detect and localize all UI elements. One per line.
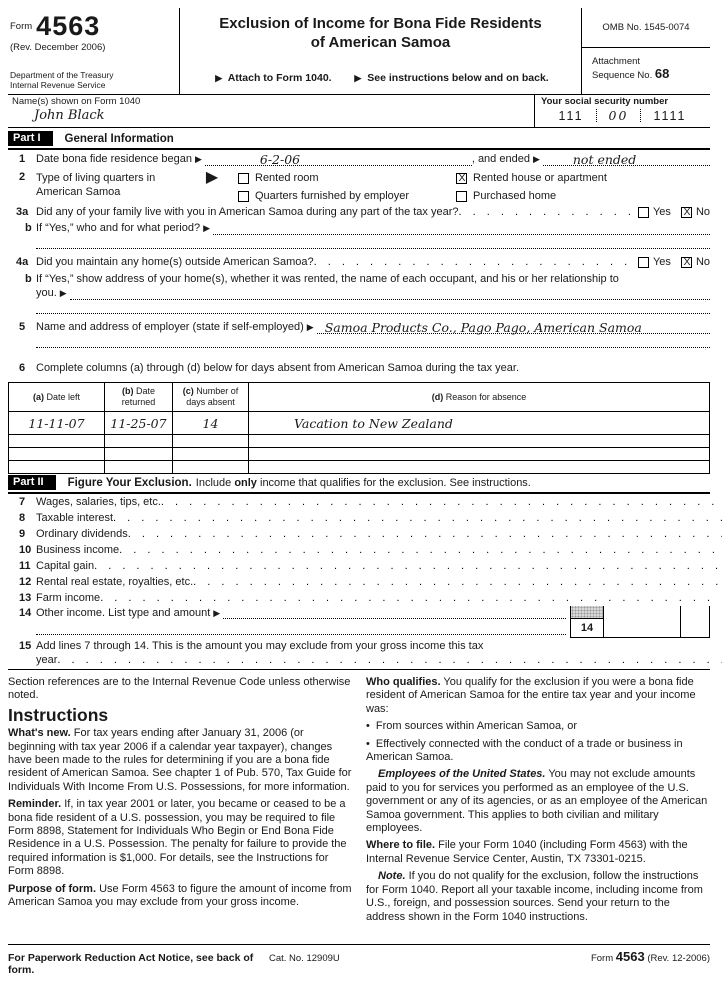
date-returned-cell[interactable] — [105, 448, 173, 461]
option-quarters-employer[interactable] — [238, 190, 456, 203]
date-left-cell[interactable]: 11-11-07 — [9, 412, 105, 435]
no-label: No — [695, 206, 710, 218]
rented-room-label: Rented room — [255, 172, 319, 184]
line8-label: Taxable interest — [36, 512, 114, 524]
form-title-block — [180, 8, 582, 94]
name-value[interactable]: John Black — [34, 108, 105, 123]
residence-began-field[interactable] — [205, 153, 472, 166]
attachment-sequence: Attachment Sequence No. 68 — [592, 56, 670, 81]
dot-leader — [193, 576, 722, 588]
ssn-part-2[interactable]: 00 — [608, 108, 629, 123]
line4b-continuation-field[interactable] — [36, 302, 710, 314]
dot-leader — [314, 256, 634, 269]
line1-number: 1 — [19, 153, 26, 165]
purchased-home-checkbox[interactable] — [456, 191, 467, 202]
shaded-cell — [571, 606, 603, 619]
agency-line-1: Department of the Treasury — [10, 70, 114, 80]
purchased-home-label: Purchased home — [473, 190, 557, 202]
reason-cell[interactable]: Vacation to New Zealand — [249, 412, 710, 435]
dot-leader — [100, 592, 722, 604]
line13-label: Farm income — [36, 592, 101, 604]
part2-title: Figure Your Exclusion. — [67, 476, 192, 489]
dot-leader — [459, 206, 634, 219]
form-revision: (Rev. December 2006) — [10, 42, 106, 53]
identity-row — [8, 95, 710, 128]
line4b-label: If “Yes,” show address of your home(s), whether it was rented, the name of each occupant, and his or her relationship to — [36, 273, 619, 285]
line4a-yesno — [634, 256, 710, 269]
date-returned-cell[interactable]: 11-25-07 — [105, 412, 173, 435]
days-absent-cell[interactable] — [173, 435, 249, 448]
name-field[interactable] — [8, 95, 534, 127]
employer-field[interactable] — [317, 321, 710, 334]
line3b-row — [8, 219, 710, 235]
ssn-value[interactable] — [541, 108, 704, 123]
date-left-cell[interactable] — [9, 448, 105, 461]
line15-row — [8, 638, 710, 669]
employees-paragraph: Employees of the United States. You may not exclude amounts paid to you for services you performed as an employee of the U.S. government or any of its agencies, or as an employee of the American Samoa government. This applies to both civilian and military employees. — [366, 768, 708, 835]
line7-number: 7 — [19, 496, 26, 508]
col-date-left: (a) Date left — [9, 383, 105, 412]
line3a-row — [8, 203, 710, 219]
line3a-yesno — [634, 206, 710, 219]
line4a-label: Did you maintain any home(s) outside American Samoa? — [36, 256, 314, 268]
absence-row-2 — [9, 435, 710, 448]
line14-cents-cell[interactable] — [680, 606, 710, 638]
line2-row — [8, 166, 710, 203]
right-arrow-icon — [354, 72, 361, 84]
line8-row — [8, 510, 710, 526]
omb-number: OMB No. 1545-0074 — [582, 8, 710, 48]
part2-table — [8, 494, 710, 670]
col-date-returned: (b) Date returned — [105, 383, 173, 412]
line4a-number: 4a — [16, 256, 29, 268]
whats-new-paragraph: What's new. For tax years ending after January 31, 2006 (or beginning with tax year 2006 if a calendar year taxpayer), changes have been made to the rules for determining if you are a bona fide resident of American Samoa. See chapter 1 of Pub. 570, Tax Guide for Individuals With Income From U.S. Possessions, for more information. — [8, 727, 352, 793]
line13-number: 13 — [19, 592, 32, 604]
yes-label: Yes — [652, 206, 671, 218]
line3b-continuation-field[interactable] — [36, 237, 710, 249]
living-quarters-options — [238, 171, 710, 203]
other-income-continuation-field[interactable] — [36, 624, 566, 635]
note-paragraph: Note. If you do not qualify for the exclusion, follow the instructions for Form 1040. Report all your taxable income, including income from U.S., foreign, and possession sources. Send your return to the address shown in the Form 1040 instructions. — [366, 870, 703, 923]
line5-number: 5 — [19, 321, 26, 333]
line4a-yes-checkbox[interactable] — [638, 257, 649, 268]
catalog-number: Cat. No. 12909U — [269, 953, 340, 964]
form-title: Exclusion of Income for Bona Fide Residents of American Samoa — [219, 15, 542, 51]
line6-label: Complete columns (a) through (d) below for days absent from American Samoa during the tax year. — [36, 362, 520, 374]
residence-ended-field[interactable] — [543, 153, 710, 166]
line3a-no-checkbox[interactable] — [681, 207, 692, 218]
line15-label: Add lines 7 through 14. This is the amount you may exclude from your gross income this tax year . . . — [36, 640, 722, 669]
line5-label: Name and address of employer (state if self-employed) — [36, 321, 304, 333]
form-number: 4563 — [36, 11, 101, 41]
name-label: Name(s) shown on Form 1040 — [12, 96, 141, 107]
line12-label: Rental real estate, royalties, etc. — [36, 576, 194, 588]
line3b-label: If “Yes,” who and for what period? — [36, 222, 201, 234]
line9-number: 9 — [19, 528, 26, 540]
date-left-cell[interactable] — [9, 461, 105, 474]
reason-cell[interactable] — [249, 461, 710, 474]
other-income-type-field[interactable] — [223, 608, 566, 619]
right-arrow-icon — [215, 72, 222, 84]
line12-row — [8, 574, 710, 590]
line5-row — [8, 314, 710, 334]
dot-leader — [119, 544, 722, 556]
line11-row — [8, 558, 710, 574]
part1-chip: Part I — [8, 131, 53, 146]
attach-instructions — [186, 72, 575, 84]
line3a-yes-checkbox[interactable] — [638, 207, 649, 218]
line14-number: 14 — [19, 607, 32, 619]
reason-cell[interactable] — [249, 448, 710, 461]
reminder-paragraph: Reminder. If, in tax year 2001 or later, you became or ceased to be a bona fide resident of a U.S. possession, you may be required to file Form 8898, Statement for Individuals Who Begin or End Bona Fide Residence in a U.S. Possession. The penalty for failure to provide the required information is $1,000. For details, see the Instructions for Form 8898. — [8, 798, 347, 878]
right-arrow-icon — [189, 171, 235, 186]
days-absent-cell[interactable]: 14 — [173, 412, 249, 435]
yes-label: Yes — [652, 256, 671, 268]
ssn-label: Your social security number — [541, 96, 669, 107]
line3b-field[interactable] — [213, 222, 710, 235]
residence-ended-value[interactable]: not ended — [572, 152, 637, 167]
omb-block — [582, 8, 710, 94]
ssn-part-1[interactable]: 111 — [558, 108, 584, 123]
line7-label: Wages, salaries, tips, etc. — [36, 496, 161, 508]
form-number-block — [8, 8, 180, 94]
line14-row — [8, 606, 710, 638]
bullet-connected: • Effectively connected with the conduct of a trade or business in American Samoa. — [366, 738, 710, 765]
instructions-left-column — [8, 676, 352, 928]
quarters-employer-label: Quarters furnished by employer — [255, 190, 410, 202]
agency-block — [10, 70, 175, 92]
who-qualifies-paragraph: Who qualifies. You qualify for the exclusion if you were a bona fide resident of American Samoa for the entire tax year and your income was: — [366, 676, 696, 715]
option-rented-house[interactable] — [456, 172, 710, 185]
line4b-row — [8, 269, 710, 286]
instructions-heading: Instructions — [8, 704, 109, 725]
option-purchased-home[interactable] — [456, 190, 710, 203]
rented-room-checkbox[interactable] — [238, 173, 249, 184]
no-label: No — [695, 256, 710, 268]
absence-table-header — [9, 383, 710, 412]
line3b-number: b — [25, 222, 32, 234]
ssn-separator — [596, 109, 597, 122]
ssn-part-3[interactable]: 1111 — [653, 108, 687, 123]
line9-row — [8, 526, 710, 542]
dot-leader — [113, 512, 722, 524]
right-arrow-icon — [60, 287, 67, 300]
line4a-no-checkbox[interactable] — [681, 257, 692, 268]
part2-header — [8, 474, 710, 494]
col-reason: (d) Reason for absence — [249, 383, 710, 412]
part2-chip: Part II — [8, 475, 56, 490]
col-days-absent: (c) Number of days absent — [173, 383, 249, 412]
absence-row-3 — [9, 448, 710, 461]
section-references: Section references are to the Internal Revenue Code unless otherwise noted. — [8, 676, 351, 702]
form-footer — [8, 944, 710, 976]
form-number-line — [10, 11, 175, 42]
days-absent-cell[interactable] — [173, 448, 249, 461]
line1-ended-label: , and ended — [471, 153, 530, 165]
line4a-row — [8, 249, 710, 269]
line4b-row2 — [8, 286, 710, 300]
instructions-right-column — [366, 676, 710, 928]
right-arrow-icon — [213, 607, 220, 619]
line14-amount-cell[interactable] — [604, 606, 680, 638]
line10-number: 10 — [19, 544, 32, 556]
dot-leader — [128, 528, 722, 540]
ssn-field[interactable] — [534, 95, 710, 127]
dot-leader — [57, 654, 722, 668]
footer-form-id: Form 4563 (Rev. 12-2006) — [590, 949, 710, 964]
line4b-label-2: you. — [36, 287, 57, 299]
where-to-file-paragraph: Where to file. File your Form 1040 (including Form 4563) with the Internal Revenue Service Center, Austin, TX 73301-0215. — [366, 839, 688, 865]
part1-header — [8, 130, 710, 150]
line2-number: 2 — [19, 171, 26, 183]
date-returned-cell[interactable] — [105, 461, 173, 474]
line13-row — [8, 590, 710, 606]
part1-title: General Information — [64, 132, 174, 145]
line4b-number: b — [25, 273, 32, 285]
form-word: Form — [10, 21, 33, 32]
right-arrow-icon — [307, 321, 314, 334]
instructions-section — [8, 676, 710, 928]
residence-began-value[interactable]: 6-2-06 — [259, 152, 301, 167]
date-left-cell[interactable] — [9, 435, 105, 448]
form-header — [8, 8, 710, 95]
line6-row — [8, 348, 710, 375]
line14-number-column — [570, 606, 604, 638]
line5-continuation-field[interactable] — [36, 336, 710, 348]
line14-label: Other income. List type and amount — [36, 607, 211, 619]
line4b-field[interactable] — [70, 287, 710, 300]
line11-label: Capital gain — [36, 560, 95, 572]
bullet-sources: • From sources within American Samoa, or — [366, 720, 710, 733]
quarters-employer-checkbox[interactable] — [238, 191, 249, 202]
line10-label: Business income — [36, 544, 120, 556]
days-absent-cell[interactable] — [173, 461, 249, 474]
agency-line-2: Internal Revenue Service — [10, 80, 106, 90]
attach-note: Attach to Form 1040. — [227, 72, 332, 84]
option-rented-room[interactable] — [238, 172, 456, 185]
purpose-paragraph: Purpose of form. Use Form 4563 to figure the amount of income from American Samoa you may exclude from your gross income. — [8, 882, 352, 909]
employer-value[interactable]: Samoa Products Co., Pago Pago, American Samoa — [324, 320, 642, 335]
dot-leader — [161, 496, 722, 508]
line1-label: Date bona fide residence began — [36, 153, 192, 165]
absence-row-1 — [9, 412, 710, 435]
absence-table — [8, 382, 710, 474]
rented-house-label: Rented house or apartment — [473, 172, 607, 184]
line11-number: 11 — [19, 560, 31, 572]
right-arrow-icon — [195, 153, 202, 166]
see-note: See instructions below and on back. — [367, 72, 549, 84]
line10-row — [8, 542, 710, 558]
line8-number: 8 — [19, 512, 26, 524]
line1-row — [8, 150, 710, 166]
line7-row — [8, 494, 710, 510]
rented-house-checkbox[interactable] — [456, 173, 467, 184]
sequence-number: 68 — [654, 66, 670, 81]
line15-number: 15 — [19, 640, 32, 652]
date-returned-cell[interactable] — [105, 435, 173, 448]
line3a-label: Did any of your family live with you in American Samoa during any part of the tax year? — [36, 206, 459, 218]
dot-leader — [94, 560, 722, 572]
line6-number: 6 — [19, 362, 26, 374]
part2-subtitle: Include only income that qualifies for the exclusion. See instructions. — [195, 476, 531, 489]
right-arrow-icon — [203, 222, 210, 235]
paperwork-notice: For Paperwork Reduction Act Notice, see back of form. — [8, 952, 254, 976]
line12-number: 12 — [19, 576, 32, 588]
line14-box-number: 14 — [571, 619, 603, 638]
right-arrow-icon — [533, 153, 540, 166]
ssn-separator — [640, 109, 641, 122]
line9-label: Ordinary dividends — [36, 528, 128, 540]
line2-label: Type of living quarters in American Samoa — [36, 172, 156, 198]
reason-cell[interactable] — [249, 435, 710, 448]
line3a-number: 3a — [16, 206, 29, 218]
absence-row-4 — [9, 461, 710, 474]
